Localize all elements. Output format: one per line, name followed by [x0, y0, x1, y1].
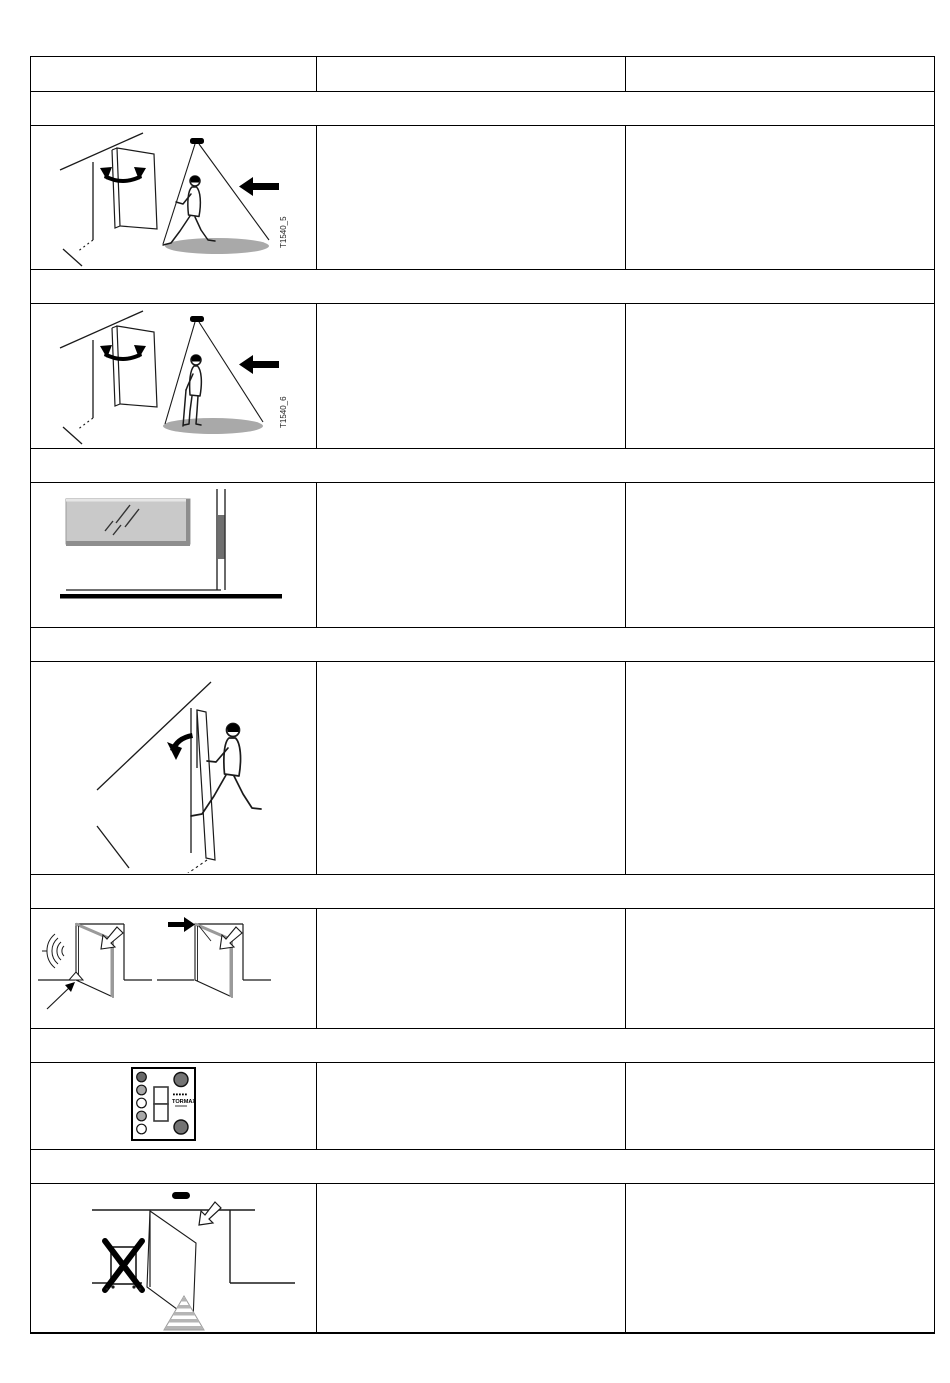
sensor-insert-bar — [218, 515, 225, 559]
door-swing-trace — [77, 418, 93, 430]
hollow-close-arrow-icon — [220, 927, 242, 949]
cell-r4-col3 — [626, 662, 934, 874]
cell-r4-col2 — [317, 662, 626, 874]
cell-r7-col2 — [317, 1184, 626, 1332]
door-side-edge — [111, 940, 115, 997]
figure-code-label: T1540_5 — [279, 216, 288, 248]
led-5 — [137, 1124, 147, 1134]
panel-button-top — [174, 1073, 188, 1087]
door-leaf-icon — [112, 326, 157, 407]
cell-r3-col3 — [626, 483, 934, 627]
glass-pane-icon — [66, 499, 190, 546]
door-leaf-icon — [197, 710, 215, 860]
led-1 — [137, 1072, 147, 1082]
door-with-impulse-arrow — [157, 917, 271, 997]
door-swing-trace — [77, 240, 93, 252]
section-band-row-4 — [31, 628, 934, 662]
approach-direction-arrow-icon — [239, 177, 279, 196]
person-with-cane-icon — [183, 355, 201, 426]
walking-person-icon — [163, 176, 215, 245]
door-leaf-icon — [112, 148, 157, 229]
cell-r6-col2 — [317, 1063, 626, 1149]
hollow-close-arrow-icon — [101, 927, 123, 949]
cell-r5-figure — [31, 909, 317, 1028]
cell-r1-figure — [31, 126, 317, 269]
section-band-row-2 — [31, 270, 934, 304]
cell-r6-figure — [31, 1063, 317, 1149]
radar-waves-icon — [42, 934, 64, 968]
ceiling-sensor-icon — [172, 1192, 190, 1199]
brand-tagline-mark — [175, 1105, 187, 1107]
section-band-row-1 — [31, 92, 934, 126]
cell-r5-col3 — [626, 909, 934, 1028]
cell-r4-figure — [31, 662, 317, 874]
wall-lines — [97, 682, 211, 868]
approach-direction-arrow-icon — [239, 355, 279, 374]
ceiling-sensor-icon — [190, 138, 204, 144]
detection-field-ellipse — [163, 418, 263, 434]
header-cell-1 — [31, 57, 317, 91]
cell-r2-col3 — [626, 304, 934, 448]
figure-row-6 — [31, 1063, 934, 1150]
figure-door-obstacle-crossed-out — [80, 1186, 317, 1332]
figure-code-label: T1540_6 — [279, 396, 288, 428]
floor-line — [60, 594, 282, 599]
figure-row-2 — [31, 304, 934, 449]
detection-cone-lines — [165, 322, 263, 424]
section-band-row-6 — [31, 1029, 934, 1063]
cell-r1-col3 — [626, 126, 934, 269]
panel-button-bottom — [174, 1120, 188, 1134]
figure-row-7 — [31, 1184, 934, 1332]
cell-r1-col2 — [317, 126, 626, 269]
manual-table — [30, 56, 935, 1334]
figure-person-walking-through-door — [83, 668, 313, 873]
cell-r3-figure — [31, 483, 317, 627]
profile-channel-icon — [217, 489, 225, 590]
ceiling-sensor-icon — [190, 316, 204, 322]
door-with-radar-waves — [38, 924, 152, 1009]
thin-activation-arrow-icon — [47, 982, 75, 1009]
forbidden-obstacle-icon — [105, 1241, 142, 1290]
led-2 — [137, 1085, 147, 1095]
figure-row-4 — [31, 662, 934, 875]
brand-wordmark: TORMAX — [172, 1099, 197, 1105]
cell-r5-col2 — [317, 909, 626, 1028]
section-band-row-5 — [31, 875, 934, 909]
figure-sensor-walking-person — [55, 132, 315, 268]
cell-r7-figure — [31, 1184, 317, 1332]
figure-sensor-person-with-cane — [55, 310, 315, 446]
cell-r2-figure — [31, 304, 317, 448]
impulse-arrow-icon — [168, 917, 195, 932]
door-closing-arrow-icon — [167, 733, 193, 760]
section-band-row-3 — [31, 449, 934, 483]
figure-row-3 — [31, 483, 934, 628]
header-cell-2 — [317, 57, 626, 91]
figure-door-activation-signals — [35, 911, 280, 1028]
cell-r6-col3 — [626, 1063, 934, 1149]
door-side-edge — [230, 940, 234, 997]
cell-r7-col3 — [626, 1184, 934, 1332]
detection-field-ellipse — [165, 238, 269, 254]
figure-glass-profile — [58, 485, 293, 613]
figure-row-1 — [31, 126, 934, 270]
section-band-row-7 — [31, 1150, 934, 1184]
led-4 — [137, 1111, 147, 1121]
figure-row-5 — [31, 909, 934, 1029]
header-cell-3 — [626, 57, 934, 91]
detection-cone-lines — [163, 144, 269, 244]
hollow-close-arrow-icon — [199, 1202, 221, 1225]
cell-r3-col2 — [317, 483, 626, 627]
figure-control-panel — [131, 1067, 197, 1143]
table-header-row — [31, 57, 934, 92]
seven-segment-display — [154, 1087, 168, 1121]
door-swing-trace — [181, 860, 207, 873]
cell-r2-col2 — [317, 304, 626, 448]
led-3 — [137, 1098, 147, 1108]
